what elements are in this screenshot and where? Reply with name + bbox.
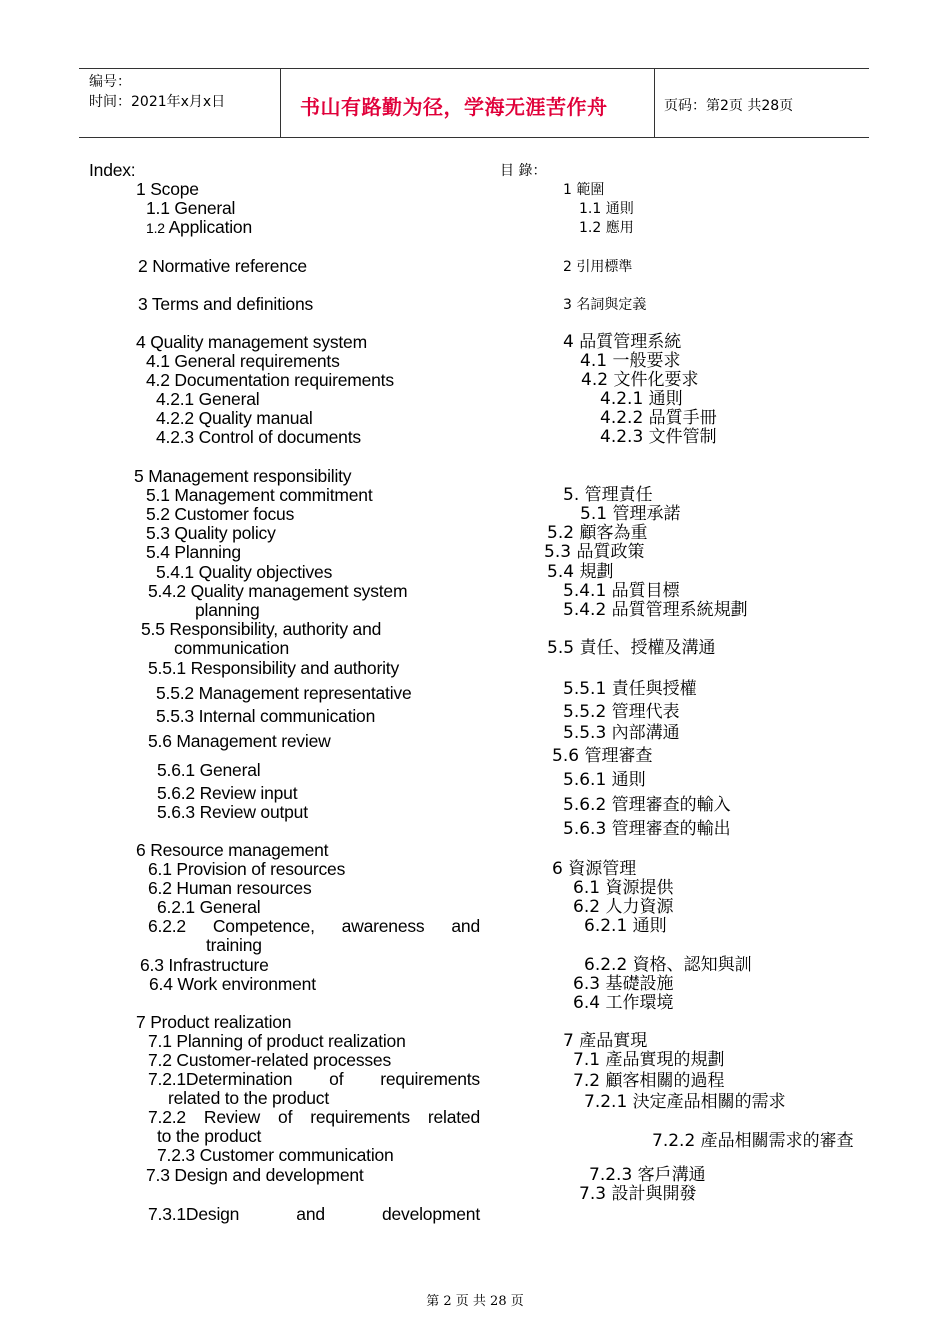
index-entry: related to the product	[168, 1088, 329, 1108]
index-entry-zh: 5.6.2 管理審查的輸入	[563, 795, 731, 815]
index-entry: 5.2 Customer focus	[146, 504, 295, 524]
time-label: 时间：2021年x月x日	[89, 94, 226, 110]
index-entry: training	[206, 935, 262, 955]
index-entry-zh: 6 資源管理	[552, 859, 637, 879]
index-entry: 5.6.3 Review output	[157, 802, 308, 822]
index-entry: planning	[195, 600, 260, 620]
index-entry: 5.5.2 Management representative	[156, 683, 412, 703]
word: requirements	[380, 1069, 480, 1089]
index-entry: 6 Resource management	[136, 840, 329, 860]
word: Review	[203, 1107, 261, 1127]
document-header	[79, 68, 869, 138]
index-entry-justified	[148, 1205, 480, 1224]
index-entry-zh: 3 名詞與定義	[563, 297, 647, 313]
index-entry: to the product	[157, 1126, 262, 1146]
index-entry-zh: 5.5.2 管理代表	[563, 702, 680, 722]
word: development	[381, 1204, 480, 1224]
word: 6.2.2	[148, 916, 186, 936]
index-entry-zh: 6.2.2 資格、認知與訓	[584, 955, 752, 975]
index-entry-zh: 5.5 責任、授權及溝通	[547, 638, 716, 658]
index-entry: 5.5.3 Internal communication	[156, 706, 376, 726]
index-entry: 2 Normative reference	[138, 256, 307, 276]
index-entry-zh: 4 品質管理系統	[563, 332, 682, 352]
index-entry: 5.6 Management review	[148, 731, 331, 751]
index-entry-zh: 7.2.1 決定產品相關的需求	[584, 1092, 786, 1112]
index-entry: 1 Scope	[136, 179, 199, 199]
index-entry-zh: 5. 管理責任	[563, 485, 653, 505]
index-entry: 6.4 Work environment	[149, 974, 316, 994]
word: and	[296, 1204, 325, 1224]
index-entry-zh: 7.3 設計與開發	[579, 1184, 697, 1204]
index-entry: 7.2.3 Customer communication	[157, 1145, 394, 1165]
index-entry-zh: 5.2 顧客為重	[547, 523, 648, 543]
index-entry-justified	[148, 1070, 480, 1089]
index-entry-zh: 5.6.3 管理審查的輸出	[563, 819, 731, 839]
index-entry-justified	[148, 917, 480, 936]
index-entry-zh: 5.5.3 內部溝通	[563, 723, 680, 743]
index-entry: 4.2.1 General	[156, 389, 260, 409]
index-entry-zh: 6.2.1 通則	[584, 916, 667, 936]
word: 7.2.2	[148, 1107, 186, 1127]
index-entry-zh: 5.4 規劃	[547, 562, 614, 582]
index-entry: 7.3 Design and development	[146, 1165, 364, 1185]
index-entry: 5.1 Management commitment	[146, 485, 373, 505]
index-entry: 5.6.2 Review input	[157, 783, 298, 803]
index-title-zh: 目 錄：	[500, 163, 547, 179]
index-entry-zh: 7.2.2 產品相關需求的審查	[652, 1131, 854, 1151]
index-entry-zh: 6.1 資源提供	[573, 878, 674, 898]
index-entry-zh: 7.2.3 客戶溝通	[589, 1165, 706, 1185]
index-entry: 6.1 Provision of resources	[148, 859, 346, 879]
index-entry: 1.2 Application	[146, 217, 252, 237]
index-entry: 5.5.1 Responsibility and authority	[148, 658, 399, 678]
page-code: 页码：第2页 共28页	[664, 98, 794, 114]
word: 7.3.1Design	[148, 1204, 240, 1224]
word: related	[427, 1107, 480, 1127]
index-entry: 5 Management responsibility	[134, 466, 352, 486]
index-entry-zh: 1.2 應用	[579, 220, 634, 236]
index-entry-zh: 4.2.2 品質手冊	[600, 408, 717, 428]
index-entry-zh: 7.1 產品實現的規劃	[573, 1050, 725, 1070]
header-motto-cell	[280, 69, 655, 137]
index-entry: 4.2.2 Quality manual	[156, 408, 313, 428]
number-label: 编号：	[89, 74, 131, 90]
index-entry-zh: 5.6 管理審查	[552, 746, 653, 766]
index-entry-zh: 4.2.1 通則	[600, 389, 683, 409]
index-entry-zh: 1.1 通則	[579, 201, 634, 217]
word: requirements	[310, 1107, 410, 1127]
index-entry-zh: 2 引用標準	[563, 259, 633, 275]
index-entry-zh: 1 範圍	[563, 182, 605, 198]
word: of	[329, 1069, 344, 1089]
index-entry-justified	[148, 1108, 480, 1127]
index-entry-zh: 4.1 一般要求	[580, 351, 681, 371]
index-entry-zh: 5.1 管理承諾	[580, 504, 681, 524]
index-entry-zh: 4.2.3 文件管制	[600, 427, 717, 447]
word: 7.2.1Determination	[148, 1069, 293, 1089]
index-entry: 4 Quality management system	[136, 332, 367, 352]
index-entry: communication	[174, 638, 290, 658]
header-page-cell	[654, 69, 869, 137]
word: Competence,	[212, 916, 315, 936]
index-entry: 5.3 Quality policy	[146, 523, 276, 543]
index-entry-zh: 7 產品實現	[563, 1031, 648, 1051]
index-entry-zh: 5.6.1 通則	[563, 770, 646, 790]
index-entry: 6.3 Infrastructure	[140, 955, 269, 975]
word: of	[278, 1107, 293, 1127]
index-entry-zh: 5.5.1 責任與授權	[563, 679, 697, 699]
index-entry: 7.1 Planning of product realization	[148, 1031, 406, 1051]
word: and	[451, 916, 480, 936]
index-entry-zh: 6.4 工作環境	[573, 993, 674, 1013]
index-entry-zh: 5.4.2 品質管理系統規劃	[563, 600, 748, 620]
index-entry-zh: 4.2 文件化要求	[581, 370, 699, 390]
index-entry: 7 Product realization	[136, 1012, 292, 1032]
index-entry: 5.5 Responsibility, authority and	[141, 619, 382, 639]
index-entry: 4.2 Documentation requirements	[146, 370, 394, 390]
index-entry: 5.6.1 General	[157, 760, 261, 780]
index-entry: 4.1 General requirements	[146, 351, 340, 371]
index-entry-zh: 6.3 基礎設施	[573, 974, 674, 994]
header-info-cell	[79, 69, 281, 137]
index-entry: 5.4 Planning	[146, 542, 241, 562]
motto: 书山有路勤为径，学海无涯苦作舟	[300, 95, 608, 119]
index-entry-zh: 5.3 品質政策	[544, 542, 645, 562]
index-entry-zh: 6.2 人力資源	[573, 897, 674, 917]
index-entry: 1.1 General	[146, 198, 236, 218]
index-entry: 6.2 Human resources	[148, 878, 312, 898]
word: awareness	[341, 916, 425, 936]
index-entry: 4.2.3 Control of documents	[156, 427, 361, 447]
index-entry: 6.2.1 General	[157, 897, 261, 917]
index-entry: 3 Terms and definitions	[138, 294, 314, 314]
index-entry: 5.4.2 Quality management system	[148, 581, 408, 601]
index-entry-zh: 7.2 顧客相關的過程	[573, 1071, 725, 1091]
index-entry: 5.4.1 Quality objectives	[156, 562, 333, 582]
index-entry: 7.2 Customer-related processes	[148, 1050, 391, 1070]
page-footer: 第 2 页 共 28 页	[426, 1294, 524, 1309]
index-entry-zh: 5.4.1 品質目標	[563, 581, 680, 601]
index-title: Index:	[89, 160, 136, 180]
